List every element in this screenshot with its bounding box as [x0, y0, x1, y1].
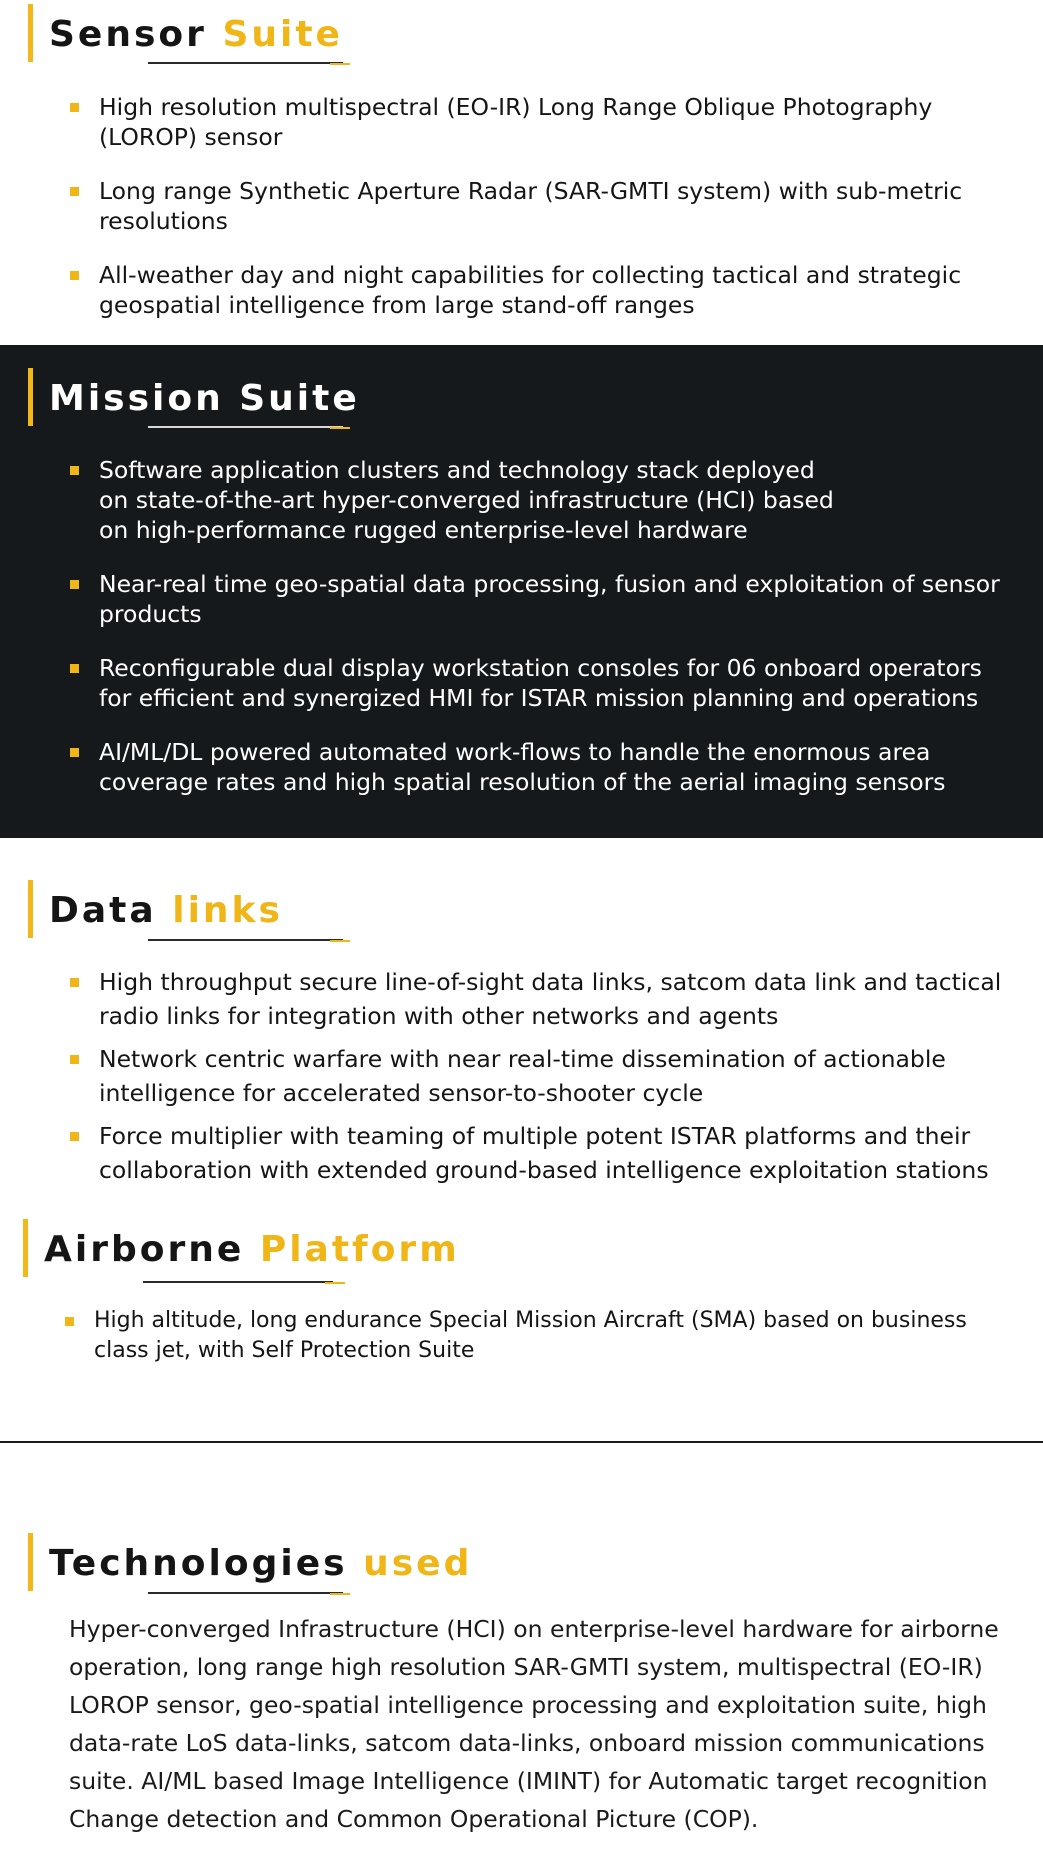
- heading-underline: [143, 1281, 333, 1283]
- list-item: Network centric warfare with near real-time dissemination of actionable intelligence for accelerated sensor-to-shooter cycle: [70, 1042, 1010, 1110]
- list-item: Software application clusters and technology stack deployed on state-of-the-art hyper-converged infrastructure (HCI) based on high-performance rugged enterprise-level hardware: [70, 455, 850, 545]
- list-item: All-weather day and night capabilities for collecting tactical and strategic geospatial intelligence from large stand-off ranges: [70, 260, 1000, 320]
- heading-accent-bar: [28, 368, 33, 426]
- data-links-list: [70, 965, 1010, 1187]
- heading-accent-dash: [325, 1282, 345, 1284]
- airborne-platform-list: [65, 1306, 1005, 1366]
- sensor-suite-title-accent: Suite: [222, 14, 343, 55]
- mission-suite-title: Mission Suite: [49, 378, 360, 419]
- sensor-suite-section: [0, 0, 1043, 345]
- mission-suite-section: [0, 345, 1043, 838]
- heading-underline: [148, 62, 343, 64]
- data-links-title-accent: links: [172, 890, 283, 931]
- heading-accent-bar: [28, 880, 33, 938]
- data-links-heading: [28, 880, 368, 942]
- section-divider: [0, 1441, 1043, 1443]
- technologies-used-title: Technologies: [49, 1543, 348, 1584]
- list-item: High resolution multispectral (EO-IR) Long Range Oblique Photography (LOROP) sensor: [70, 92, 1000, 152]
- heading-accent-bar: [23, 1219, 28, 1277]
- sensor-suite-heading: [28, 4, 368, 66]
- list-item: Reconfigurable dual display workstation consoles for 06 onboard operators for efficient and synergized HMI for ISTAR mission planning and operations: [70, 653, 1010, 713]
- heading-underline: [148, 1592, 343, 1594]
- technologies-used-heading: [28, 1533, 473, 1595]
- heading-accent-dash: [330, 427, 350, 429]
- airborne-platform-title-accent: Platform: [259, 1229, 460, 1270]
- heading-underline: [148, 426, 343, 428]
- heading-accent-dash: [330, 1593, 350, 1595]
- heading-underline: [148, 939, 343, 941]
- data-links-title: Data: [49, 890, 157, 931]
- list-item: Long range Synthetic Aperture Radar (SAR-GMTI system) with sub-metric resolutions: [70, 176, 1000, 236]
- mission-suite-list: [70, 455, 1010, 797]
- heading-accent-bar: [28, 4, 33, 62]
- list-item: Near-real time geo-spatial data processing, fusion and exploitation of sensor products: [70, 569, 1010, 629]
- heading-accent-bar: [28, 1533, 33, 1591]
- sensor-suite-title: Sensor: [49, 14, 207, 55]
- data-links-section: [0, 838, 1043, 1213]
- list-item: AI/ML/DL powered automated work-flows to handle the enormous area coverage rates and high spatial resolution of the aerial imaging sensors: [70, 737, 1010, 797]
- sensor-suite-list: [70, 92, 1000, 320]
- technologies-used-paragraph: Hyper-converged Infrastructure (HCI) on enterprise-level hardware for airborne operation, long range high resolution SAR-GMTI system, multispectral (EO-IR) LOROP sensor, geo-spatial intelligence processing and exploitation suite, high data-rate LoS data-links, satcom data-links, onboard mission communications suite. AI/ML based Image Intelligence (IMINT) for Automatic target recognition Change detection and Common Operational Picture (COP).: [69, 1615, 999, 1833]
- airborne-platform-heading: [23, 1219, 460, 1281]
- list-item: High altitude, long endurance Special Mission Aircraft (SMA) based on business class jet, with Self Protection Suite: [65, 1306, 985, 1366]
- list-item: Force multiplier with teaming of multiple potent ISTAR platforms and their collaboration with extended ground-based intelligence exploitation stations: [70, 1119, 1010, 1187]
- technologies-used-title-accent: used: [363, 1543, 473, 1584]
- mission-suite-heading: [28, 368, 368, 430]
- list-item: High throughput secure line-of-sight data links, satcom data link and tactical radio links for integration with other networks and agents: [70, 965, 1010, 1033]
- heading-accent-dash: [330, 940, 350, 942]
- airborne-platform-title: Airborne: [44, 1229, 245, 1270]
- heading-accent-dash: [330, 63, 350, 65]
- airborne-platform-section: [0, 1213, 1043, 1441]
